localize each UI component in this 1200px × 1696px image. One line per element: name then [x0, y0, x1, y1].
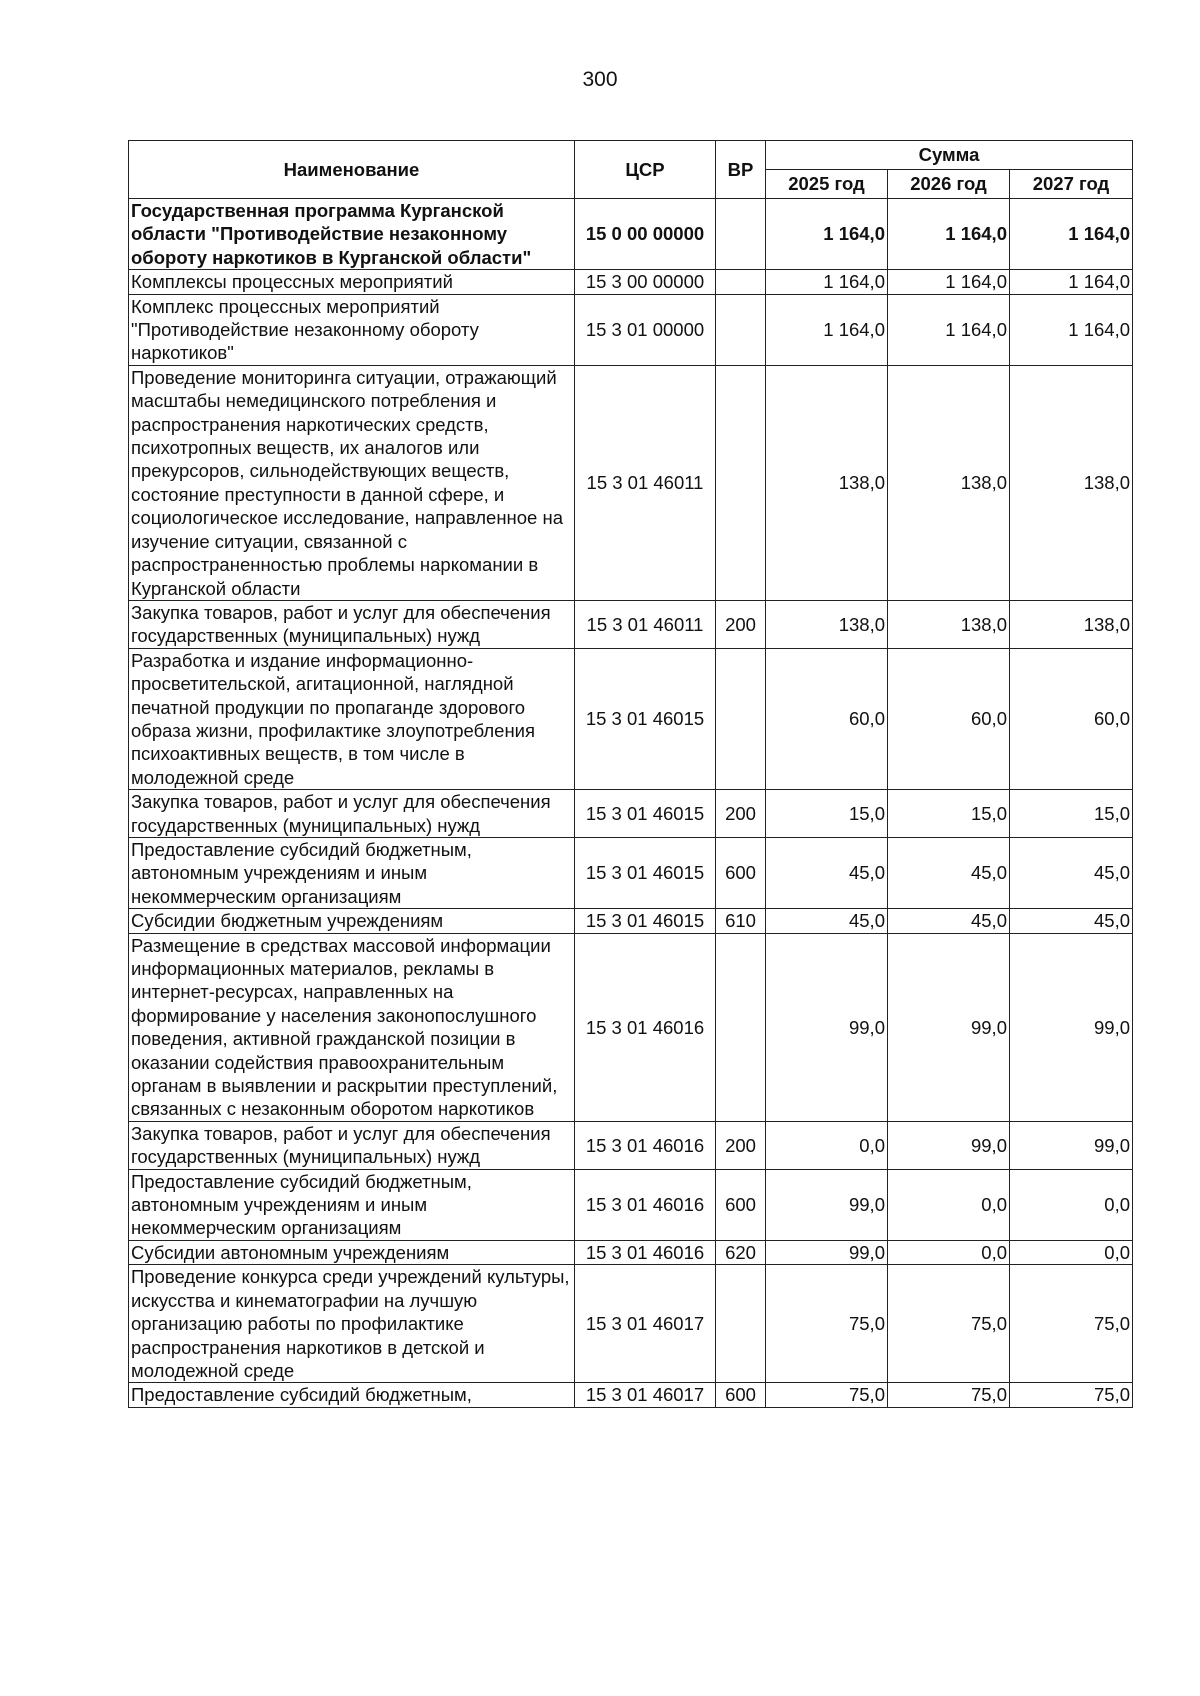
- row-name-cell: Закупка товаров, работ и услуг для обеспечения государственных (муниципальных) нужд: [129, 600, 575, 648]
- row-vr-cell: [716, 1265, 766, 1383]
- row-2027-cell: 138,0: [1010, 600, 1133, 648]
- row-csr-cell: 15 3 01 46015: [575, 790, 716, 838]
- row-2025-cell: 138,0: [766, 600, 888, 648]
- row-csr-cell: 15 3 01 46015: [575, 837, 716, 908]
- table-row: [129, 648, 1133, 789]
- row-2026-cell: 138,0: [888, 365, 1010, 600]
- row-csr-cell: 15 3 01 46016: [575, 1121, 716, 1169]
- row-2025-cell: 99,0: [766, 933, 888, 1121]
- row-name-cell: Субсидии автономным учреждениям: [129, 1240, 575, 1264]
- row-2025-cell: 99,0: [766, 1169, 888, 1240]
- row-2026-cell: 75,0: [888, 1383, 1010, 1407]
- row-name-cell: Закупка товаров, работ и услуг для обеспечения государственных (муниципальных) нужд: [129, 1121, 575, 1169]
- row-vr-cell: [716, 294, 766, 365]
- row-2026-cell: 45,0: [888, 837, 1010, 908]
- row-csr-cell: 15 3 01 46017: [575, 1265, 716, 1383]
- row-csr-cell: 15 0 00 00000: [575, 199, 716, 270]
- row-2026-cell: 45,0: [888, 909, 1010, 933]
- row-vr-cell: [716, 365, 766, 600]
- row-2026-cell: 99,0: [888, 1121, 1010, 1169]
- row-csr-cell: 15 3 01 46016: [575, 1169, 716, 1240]
- row-2026-cell: 1 164,0: [888, 294, 1010, 365]
- header-csr: ЦСР: [575, 141, 716, 199]
- row-2025-cell: 99,0: [766, 1240, 888, 1264]
- row-vr-cell: 200: [716, 790, 766, 838]
- row-csr-cell: 15 3 01 46017: [575, 1383, 716, 1407]
- row-2025-cell: 45,0: [766, 837, 888, 908]
- row-name-cell: Проведение конкурса среди учреждений культуры, искусства и кинематографии на лучшую организацию работы по профилактике распространения наркотиков в детской и молодежной среде: [129, 1265, 575, 1383]
- row-vr-cell: 200: [716, 1121, 766, 1169]
- row-2027-cell: 1 164,0: [1010, 294, 1133, 365]
- row-vr-cell: 600: [716, 1383, 766, 1407]
- row-vr-cell: [716, 270, 766, 294]
- row-2026-cell: 0,0: [888, 1169, 1010, 1240]
- row-csr-cell: 15 3 01 46011: [575, 365, 716, 600]
- row-csr-cell: 15 3 01 46016: [575, 1240, 716, 1264]
- row-2027-cell: 15,0: [1010, 790, 1133, 838]
- row-2025-cell: 1 164,0: [766, 294, 888, 365]
- row-2025-cell: 60,0: [766, 648, 888, 789]
- row-csr-cell: 15 3 01 46015: [575, 648, 716, 789]
- row-vr-cell: 600: [716, 1169, 766, 1240]
- table-row: [129, 1265, 1133, 1383]
- row-2027-cell: 0,0: [1010, 1240, 1133, 1264]
- row-2026-cell: 99,0: [888, 933, 1010, 1121]
- table-row: [129, 1383, 1133, 1407]
- row-vr-cell: [716, 199, 766, 270]
- row-vr-cell: 620: [716, 1240, 766, 1264]
- row-vr-cell: [716, 933, 766, 1121]
- table-row: [129, 294, 1133, 365]
- row-name-cell: Закупка товаров, работ и услуг для обеспечения государственных (муниципальных) нужд: [129, 790, 575, 838]
- header-vr: ВР: [716, 141, 766, 199]
- row-2026-cell: 1 164,0: [888, 270, 1010, 294]
- row-name-cell: Государственная программа Курганской области "Противодействие незаконному обороту наркотиков в Курганской области": [129, 199, 575, 270]
- row-name-cell: Предоставление субсидий бюджетным, автономным учреждениям и иным некоммерческим организациям: [129, 1169, 575, 1240]
- row-name-cell: Комплекс процессных мероприятий "Противодействие незаконному обороту наркотиков": [129, 294, 575, 365]
- row-csr-cell: 15 3 00 00000: [575, 270, 716, 294]
- table-row: [129, 1240, 1133, 1264]
- row-2025-cell: 1 164,0: [766, 199, 888, 270]
- header-name: Наименование: [129, 141, 575, 199]
- row-vr-cell: 600: [716, 837, 766, 908]
- row-2027-cell: 99,0: [1010, 933, 1133, 1121]
- table-row: [129, 600, 1133, 648]
- row-csr-cell: 15 3 01 46011: [575, 600, 716, 648]
- table-row: [129, 1121, 1133, 1169]
- row-vr-cell: 610: [716, 909, 766, 933]
- row-2025-cell: 0,0: [766, 1121, 888, 1169]
- row-2027-cell: 75,0: [1010, 1383, 1133, 1407]
- row-2026-cell: 0,0: [888, 1240, 1010, 1264]
- table-row: [129, 365, 1133, 600]
- row-2025-cell: 15,0: [766, 790, 888, 838]
- row-name-cell: Размещение в средствах массовой информации информационных материалов, рекламы в интернет-ресурсах, направленных на формирование у населения законопослушного поведения, активной гражданской позиции в оказании содействия правоохранительным органам в выявлении и раскрытии преступлений, связанных с незаконным оборотом наркотиков: [129, 933, 575, 1121]
- row-2026-cell: 75,0: [888, 1265, 1010, 1383]
- row-2027-cell: 99,0: [1010, 1121, 1133, 1169]
- row-vr-cell: 200: [716, 600, 766, 648]
- row-2026-cell: 1 164,0: [888, 199, 1010, 270]
- row-2027-cell: 1 164,0: [1010, 199, 1133, 270]
- row-2027-cell: 1 164,0: [1010, 270, 1133, 294]
- row-name-cell: Проведение мониторинга ситуации, отражающий масштабы немедицинского потребления и распространения наркотических средств, психотропных веществ, их аналогов или прекурсоров, сильнодействующих веществ, состояние преступности в данной сфере, и социологическое исследование, направленное на изучение ситуации, связанной с распространенностью проблемы наркомании в Курганской области: [129, 365, 575, 600]
- row-2026-cell: 138,0: [888, 600, 1010, 648]
- row-name-cell: Разработка и издание информационно-просветительской, агитационной, наглядной печатной продукции по пропаганде здорового образа жизни, профилактике злоупотребления психоактивных веществ, в том числе в молодежной среде: [129, 648, 575, 789]
- row-vr-cell: [716, 648, 766, 789]
- header-year-2026: 2026 год: [888, 170, 1010, 199]
- row-name-cell: Предоставление субсидий бюджетным, автономным учреждениям и иным некоммерческим организациям: [129, 837, 575, 908]
- table-row: [129, 909, 1133, 933]
- row-name-cell: Субсидии бюджетным учреждениям: [129, 909, 575, 933]
- budget-table: [128, 140, 1133, 1408]
- table-row: [129, 837, 1133, 908]
- row-2027-cell: 60,0: [1010, 648, 1133, 789]
- row-2027-cell: 75,0: [1010, 1265, 1133, 1383]
- row-2026-cell: 15,0: [888, 790, 1010, 838]
- row-2025-cell: 138,0: [766, 365, 888, 600]
- header-year-2025: 2025 год: [766, 170, 888, 199]
- row-csr-cell: 15 3 01 46015: [575, 909, 716, 933]
- row-csr-cell: 15 3 01 00000: [575, 294, 716, 365]
- row-2027-cell: 138,0: [1010, 365, 1133, 600]
- row-2025-cell: 75,0: [766, 1383, 888, 1407]
- row-2025-cell: 75,0: [766, 1265, 888, 1383]
- page-number: 300: [582, 68, 618, 91]
- row-name-cell: Комплексы процессных мероприятий: [129, 270, 575, 294]
- row-2027-cell: 45,0: [1010, 837, 1133, 908]
- table-row: [129, 933, 1133, 1121]
- row-csr-cell: 15 3 01 46016: [575, 933, 716, 1121]
- table-row: [129, 270, 1133, 294]
- row-2027-cell: 0,0: [1010, 1169, 1133, 1240]
- table-body: [129, 199, 1133, 1408]
- row-2026-cell: 60,0: [888, 648, 1010, 789]
- row-2025-cell: 45,0: [766, 909, 888, 933]
- row-2025-cell: 1 164,0: [766, 270, 888, 294]
- table-row: [129, 1169, 1133, 1240]
- header-year-2027: 2027 год: [1010, 170, 1133, 199]
- table-row: [129, 790, 1133, 838]
- row-name-cell: Предоставление субсидий бюджетным,: [129, 1383, 575, 1407]
- row-2027-cell: 45,0: [1010, 909, 1133, 933]
- header-sum: Сумма: [766, 141, 1133, 170]
- table-row: [129, 199, 1133, 270]
